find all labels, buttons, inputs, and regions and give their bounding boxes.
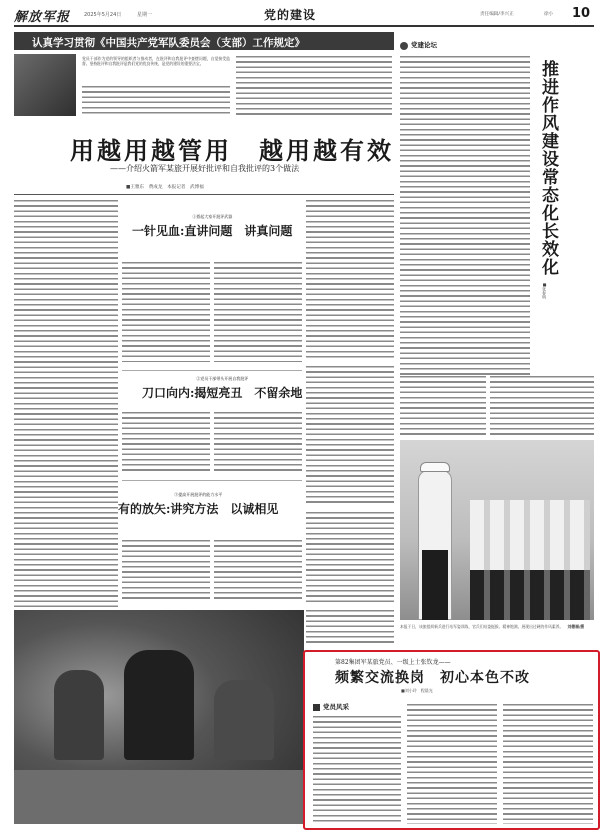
- main-col-4: [306, 200, 394, 360]
- section-2-title: 刀口向内:揭短亮丑 不留余地: [142, 386, 303, 400]
- boxed-col-2: [407, 704, 497, 824]
- banner: [14, 32, 394, 124]
- headline-rule: [14, 194, 394, 195]
- masthead-divider: [14, 25, 594, 27]
- boxed-col-1: [313, 716, 401, 824]
- boxed-column-label: [313, 702, 401, 713]
- section-1-heading: [132, 214, 292, 239]
- main-headline: 用越用越管用 越用越有效: [70, 136, 394, 165]
- boxed-article: [303, 650, 600, 830]
- section-3-col-2: [214, 540, 302, 602]
- section-3-col-3: [306, 512, 394, 602]
- photo-figure-3: [214, 680, 274, 760]
- soldier-1-cap: [420, 462, 450, 472]
- page-number: 10: [572, 6, 591, 21]
- photo-ground: [14, 770, 304, 824]
- section-1-title: 一针见血:直讲问题 讲真问题: [132, 224, 293, 238]
- section-3-heading: [118, 492, 278, 517]
- photo-figure-2: [124, 650, 194, 760]
- soldier-1-trousers: [422, 550, 448, 620]
- photo-caption: [400, 624, 594, 629]
- boxed-headline: 频繁交流换岗 初心本色不改: [335, 670, 530, 686]
- boxed-col-3: [503, 704, 593, 824]
- sidebar-column-label: [400, 40, 480, 52]
- photo-caption-text: 本报于日，该旅组织新兵进行站军姿训练，官兵们站姿挺拔、精神饱满，展现出过硬的作风素养。: [400, 624, 564, 629]
- sidebar-col-3: [400, 376, 486, 436]
- sidebar-label-icon: [400, 42, 408, 50]
- main-subhead: ——介绍火箭军某旅开展好批评和自我批评的3个做法: [110, 164, 300, 173]
- sidebar-headline: 推进作风建设常态化长效化: [538, 60, 558, 276]
- boxed-column-label-text: 党员风采: [323, 703, 349, 711]
- section-2-rule: [122, 370, 302, 371]
- banner-text-col-2: [236, 56, 392, 116]
- banner-intro: 党员干部作为党的领导的组织者与推动者，在批评和自我批评中查摆问题，自觉接受监督。坚持批评和自我批评是我们党的优良传统，是党的建设的重要法宝。: [82, 56, 230, 67]
- soldiers-photo: [400, 440, 594, 620]
- newspaper-logo: 解放军报: [14, 10, 71, 25]
- section-3-col-1: [122, 540, 210, 602]
- main-col-3: [214, 262, 302, 362]
- photo-figure-1: [54, 670, 104, 760]
- section-3-title: 有的放矢:讲究方法 以诚相见: [118, 502, 279, 516]
- issue-weekday: 星期一: [137, 12, 153, 18]
- banner-text-col-1: [82, 86, 230, 116]
- banner-title: 认真学习贯彻《中国共产党军队委员会（支部）工作规定》: [32, 37, 305, 49]
- photo-credit: 刘德福/摄: [567, 624, 585, 629]
- training-photo: [14, 610, 304, 824]
- soldier-row-trousers: [470, 570, 590, 620]
- section-2-col-3: [306, 366, 394, 506]
- section-3-rule: [122, 480, 302, 481]
- boxed-label-icon: [313, 704, 320, 711]
- masthead: [14, 6, 594, 26]
- section-2-heading: [142, 376, 302, 401]
- sidebar-author: ■张春明: [542, 282, 547, 299]
- main-col-2: [122, 262, 210, 362]
- editor-credit: 责任编辑/李兴正: [480, 12, 514, 17]
- section-3-tag: ③提高开展批评的能力水平: [174, 492, 223, 497]
- section-2-tag: ②党员干部带头开展自我批评: [196, 376, 249, 381]
- below-photo-col: [306, 610, 394, 646]
- proofreader-credit: 徐小: [544, 12, 554, 17]
- main-byline: ■王雅东 费成龙 本报记者 武博福: [126, 185, 204, 190]
- sidebar-col-2: [490, 376, 594, 436]
- section-title: 党的建设: [264, 8, 317, 22]
- section-1-tag: ①搭起大家开批评武器: [192, 214, 233, 219]
- banner-photo: [14, 54, 76, 116]
- boxed-byline: ■刘小玲 程晨光: [401, 688, 433, 693]
- section-2-col-2: [214, 412, 302, 472]
- boxed-kicker: 第82集团军某旅党员、一级上士张钦龙——: [335, 659, 451, 666]
- sidebar-col-1: [400, 56, 530, 376]
- sidebar-column-label-text: 党建论坛: [411, 41, 437, 49]
- section-2-col-1: [122, 412, 210, 472]
- issue-date: 2025年5月24日: [84, 12, 122, 18]
